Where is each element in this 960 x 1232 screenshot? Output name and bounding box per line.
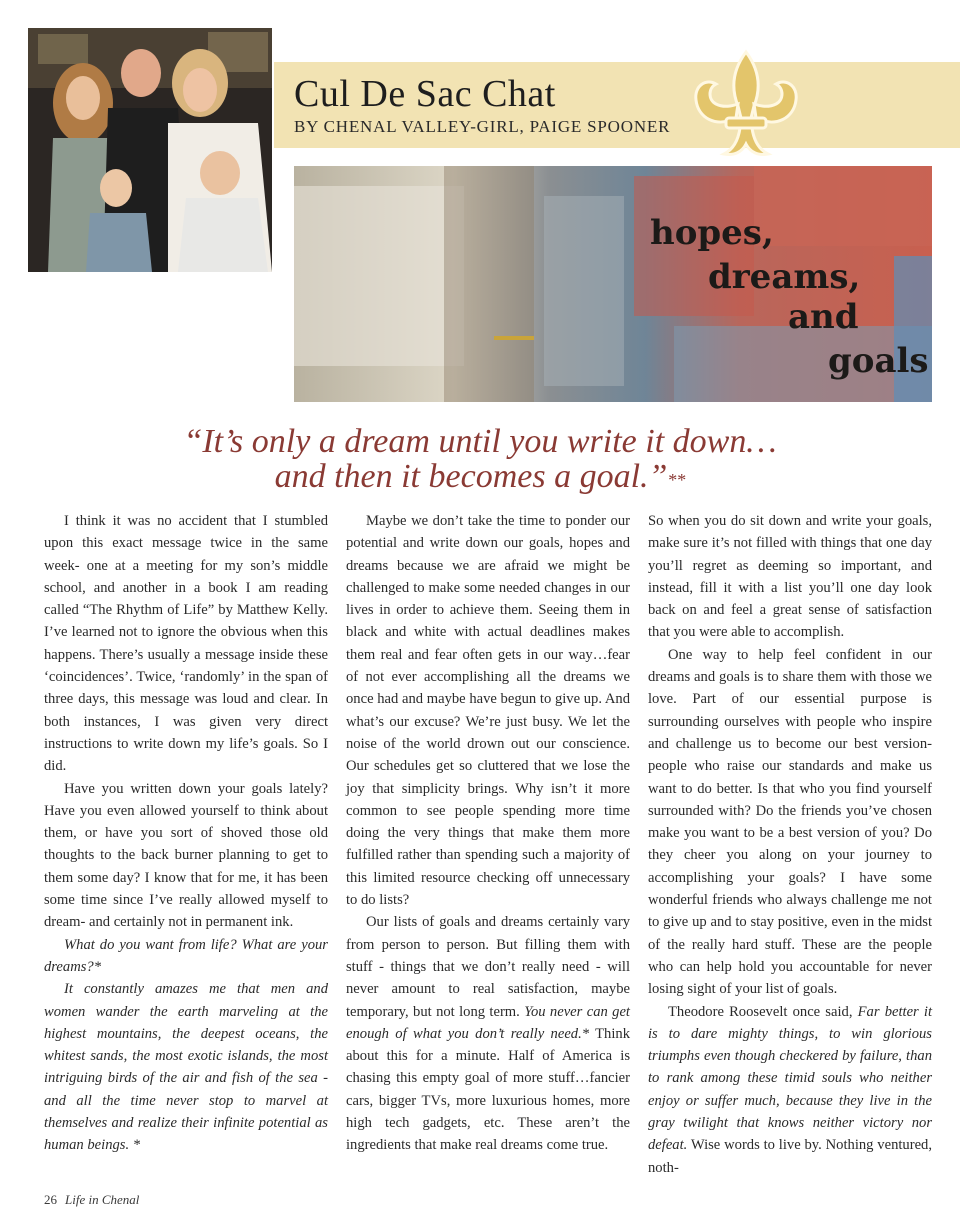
hopes-dreams-goals-image	[294, 166, 932, 402]
paragraph: Theodore Roosevelt once said, Far better it is to dare mighty things, to win glorious triumphs even though checkered by failure, than to rank among these timid souls who neither enjoy or suffer much, because they live in the gray twilight that knows neither victory nor defeat. Wise words to live by. Nothing ventured, noth-	[648, 1003, 932, 1176]
pull-quote-line-2: and then it becomes a goal.”**	[274, 458, 686, 495]
page-footer	[44, 1192, 139, 1208]
painting-word-hopes: hopes,	[650, 213, 774, 253]
magazine-name: Life in Chenal	[65, 1192, 140, 1207]
painting-word-goals: goals	[828, 341, 929, 381]
painting-word-and: and	[788, 297, 859, 337]
article-column-2	[346, 510, 630, 1157]
pull-quote-footnote-mark: **	[667, 470, 686, 490]
paragraph: Our lists of goals and dreams certainly vary from person to person. But filling them with stuff - things that we don’t really need - will never amount to real satisfaction, maybe temporary, but not long term. You never can get enough of what you don’t really need.* Think about this for a minute. Half of America is chasing this empty goal of more stuff…fancier cars, bigger TVs, more luxurious homes, more high tech gadgets, etc. These aren’t the ingredients that make real dreams come true.	[346, 914, 630, 1154]
paragraph: It constantly amazes me that men and women wander the earth marveling at the highest mountains, the deepest oceans, the whitest sands, the most exotic islands, the most intriguing birds of the air and fish of the sea - and all the time never stop to marvel at themselves and realize their infinite potential as human beings. *	[44, 981, 328, 1154]
painting-word-dreams: dreams,	[708, 257, 861, 297]
family-photo	[28, 28, 272, 272]
article-column-3	[648, 510, 932, 1179]
pull-quote-line-1: “It’s only a dream until you write it down…	[183, 423, 777, 460]
article-column-1	[44, 510, 328, 1157]
page-title: Cul De Sac Chat	[294, 73, 556, 115]
paragraph: One way to help feel confident in our dreams and goals is to share them with those we love. Part of our essential purpose is surrounding ourselves with people who inspire and challenge us to become our best version- people who raise our standards and make us want to do better. Is that who you find yourself surrounded with? Do the friends you’ve chosen make you want to be a best version of you? Do they cheer you along on your journey to accomplishing your goals? I have some wonderful friends who always challenge me not to give up and to stay positive, even in the midst of the really hard stuff. These are the people who can help hold you accountable for never losing sight of your list of goals.	[648, 646, 932, 998]
pull-quote	[0, 424, 960, 494]
paragraph: So when you do sit down and write your goals, make sure it’s not filled with things that one day you’ll regret as deeming so important, and instead, fill it with a list you’ll one day look back on and feel a great sense of satisfaction that you were able to accomplish.	[648, 513, 932, 641]
paragraph: What do you want from life? What are your dreams?*	[44, 936, 328, 975]
fleur-de-lis-icon	[686, 48, 806, 162]
page-number: 26	[44, 1192, 57, 1207]
paragraph: Have you written down your goals lately? Have you even allowed yourself to think about them, or have you sort of shoved those old thoughts to the back burner planning to get to them some day? I know that for me, it has been some time since I’ve really allowed myself to dream- and certainly not in permanent ink.	[44, 780, 328, 931]
byline: BY CHENAL VALLEY-GIRL, PAIGE SPOONER	[294, 117, 671, 136]
paragraph: Maybe we don’t take the time to ponder our potential and write down our goals, hopes and dreams because we are afraid we might be challenged to make some needed changes in our lives in order to achieve them. Seeing them in black and white with actual deadlines makes them real and fear often gets in our way…fear of not ever accomplishing all the dreams we once had and maybe have begun to give up. And what’s our excuse? We’re just busy. We let the noise of the world drown out our conscience. Our schedules get so cluttered that we lose the joy that simplicity brings. Why isn’t it more common to see people spending more time doing the very things that make them more fulfilled rather than spending such a majority of this limited resource checking off unnecessary to do lists?	[346, 513, 630, 909]
paragraph: I think it was no accident that I stumbled upon this exact message twice in the same week- one at a meeting for my son’s middle school, and another in a book I am reading called “The Rhythm of Life” by Matthew Kelly. I’ve learned not to ignore the obvious when this happens. There’s usually a message inside these ‘coincidences’. Twice, ‘randomly’ in the span of three days, this message was loud and clear. In both instances, I was given very direct instructions to write down my life’s goals. So I did.	[44, 513, 328, 775]
